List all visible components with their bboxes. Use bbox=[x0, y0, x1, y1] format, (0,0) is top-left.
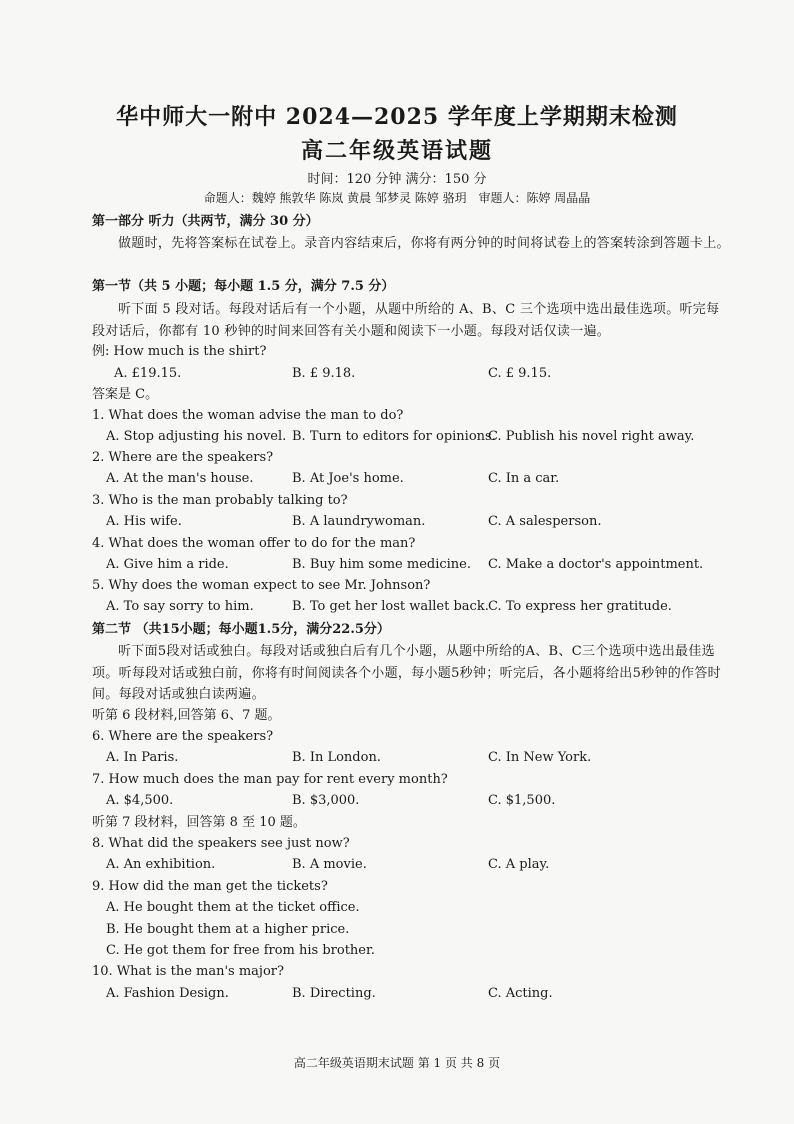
example-option-c: C. £ 9.15. bbox=[488, 366, 552, 381]
question-4-option-b: B. Buy him some medicine. bbox=[292, 557, 471, 572]
question-10-option-c: C. Acting. bbox=[488, 986, 553, 1001]
question-10: 10. What is the man's major? bbox=[92, 964, 284, 979]
question-4-option-a: A. Give him a ride. bbox=[106, 557, 229, 572]
question-1-option-a: A. Stop adjusting his novel. bbox=[106, 429, 287, 444]
section2-note-7: 听第 7 段材料，回答第 8 至 10 题。 bbox=[92, 815, 306, 830]
question-3: 3. Who is the man probably talking to? bbox=[92, 493, 348, 508]
example-question: 例: How much is the shirt? bbox=[92, 344, 267, 359]
question-3-option-a: A. His wife. bbox=[106, 514, 182, 529]
question-9-option-a: A. He bought them at the ticket office. bbox=[106, 900, 360, 915]
question-6: 6. Where are the speakers? bbox=[92, 729, 274, 744]
time-score-line: 时间：120 分钟 满分：150 分 bbox=[307, 172, 487, 187]
question-7: 7. How much does the man pay for rent every month? bbox=[92, 772, 448, 787]
question-9: 9. How did the man get the tickets? bbox=[92, 879, 328, 894]
example-answer: 答案是 C。 bbox=[92, 387, 159, 402]
question-2-option-a: A. At the man's house. bbox=[106, 471, 254, 486]
question-1-option-c: C. Publish his novel right away. bbox=[488, 429, 695, 444]
question-2-option-b: B. At Joe's home. bbox=[292, 471, 404, 486]
section1-instructions: 听下面 5 段对话。每段对话后有一个小题，从题中所给的 A、B、C 三个选项中选出最佳选项。听完每段对话后，你都有 10 秒钟的时间来回答有关小题和阅读下一小题。每段对话仅读一遍。 bbox=[92, 302, 720, 339]
exam-subtitle: 高二年级英语试题 bbox=[300, 138, 493, 164]
question-10-option-b: B. Directing. bbox=[292, 986, 376, 1001]
question-9-option-b: B. He bought them at a higher price. bbox=[106, 922, 350, 937]
question-3-option-b: B. A laundrywoman. bbox=[292, 514, 426, 529]
question-8-option-b: B. A movie. bbox=[292, 857, 367, 872]
question-5: 5. Why does the woman expect to see Mr. Johnson? bbox=[92, 578, 431, 593]
question-8: 8. What did the speakers see just now? bbox=[92, 836, 350, 851]
section2-heading: 第二节 （共15小题；每小题1.5分，满分22.5分） bbox=[92, 622, 390, 637]
question-1: 1. What does the woman advise the man to do? bbox=[92, 408, 404, 423]
question-7-option-a: A. $4,500. bbox=[106, 793, 174, 808]
setters-line bbox=[0, 189, 794, 206]
question-5-option-c: C. To express her gratitude. bbox=[488, 599, 672, 614]
question-6-option-a: A. In Paris. bbox=[106, 750, 179, 765]
example-option-b: B. £ 9.18. bbox=[292, 366, 356, 381]
part1-heading: 第一部分 听力（共两节，满分 30 分） bbox=[92, 214, 319, 229]
question-6-option-c: C. In New York. bbox=[488, 750, 592, 765]
question-7-option-b: B. $3,000. bbox=[292, 793, 360, 808]
question-1-option-b: B. Turn to editors for opinions. bbox=[292, 429, 496, 444]
question-6-option-b: B. In London. bbox=[292, 750, 381, 765]
question-5-option-a: A. To say sorry to him. bbox=[106, 599, 254, 614]
question-2: 2. Where are the speakers? bbox=[92, 450, 274, 465]
question-4-option-c: C. Make a doctor's appointment. bbox=[488, 557, 704, 572]
question-8-option-c: C. A play. bbox=[488, 857, 550, 872]
section2-instructions: 听下面5段对话或独白。每段对话或独白后有几个小题，从题中所给的A、B、C三个选项中选出最佳选项。听每段对话或独白前，你将有时间阅读各个小题，每小题5秒钟；听完后，各小题将给出5秒钟的作答时间。每段对话或独白读两遍。 bbox=[92, 644, 721, 702]
question-2-option-c: C. In a car. bbox=[488, 471, 560, 486]
section1-heading: 第一节（共 5 小题；每小题 1.5 分，满分 7.5 分） bbox=[92, 279, 395, 294]
question-4: 4. What does the woman offer to do for the man? bbox=[92, 536, 416, 551]
part1-instructions: 做题时，先将答案标在试卷上。录音内容结束后，你将有两分钟的时间将试卷上的答案转涂到答题卡上。 bbox=[118, 236, 730, 251]
section2-note-6: 听第 6 段材料,回答第 6、7 题。 bbox=[92, 708, 281, 723]
reviewers-names: 审题人：陈婷 周晶晶 bbox=[478, 191, 591, 205]
page-footer: 高二年级英语期末试题 第 1 页 共 8 页 bbox=[293, 1056, 501, 1070]
question-10-option-a: A. Fashion Design. bbox=[106, 986, 229, 1001]
setters-names: 命题人：魏婷 熊敦华 陈岚 黄晨 邹梦灵 陈婷 骆玥 bbox=[203, 191, 467, 205]
example-option-a: A. £19.15. bbox=[114, 366, 182, 381]
question-3-option-c: C. A salesperson. bbox=[488, 514, 602, 529]
exam-title: 华中师大一附中 2024—2025 学年度上学期期末检测 bbox=[116, 104, 678, 130]
question-7-option-c: C. $1,500. bbox=[488, 793, 556, 808]
question-5-option-b: B. To get her lost wallet back. bbox=[292, 599, 489, 614]
question-9-option-c: C. He got them for free from his brother. bbox=[106, 943, 375, 958]
question-8-option-a: A. An exhibition. bbox=[106, 857, 216, 872]
